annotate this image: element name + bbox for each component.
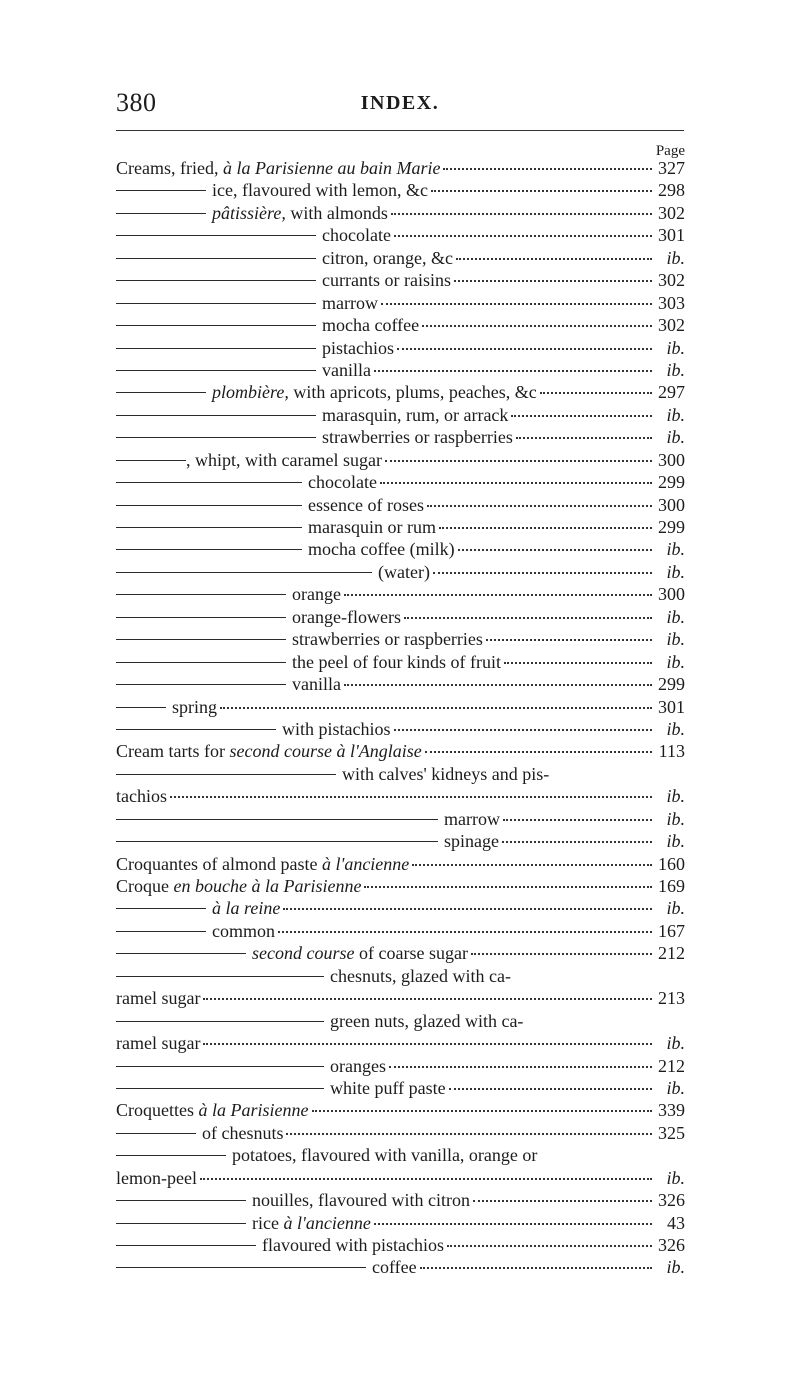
dot-leader [364,886,652,888]
ditto-dash [116,235,316,236]
index-entry [116,652,685,674]
ditto-dash [116,1088,324,1089]
entry-text [308,517,436,538]
header-rule [116,130,684,131]
dot-leader [447,1245,652,1247]
index-entry [116,562,685,584]
entry-main-text: mocha coffee (milk) [308,539,455,560]
entry-text [212,898,280,919]
entry-text [308,539,455,560]
entry-text [116,1168,197,1189]
dot-leader [374,1223,652,1225]
index-entry [116,495,685,517]
ditto-dash [116,729,276,730]
entry-main-text: nouilles, flavoured with citron [252,1190,470,1211]
entry-main-text: white puff paste [330,1077,446,1098]
index-entry [116,382,685,404]
entry-page-number: 160 [658,853,685,874]
ditto-dash [116,280,316,281]
dot-leader [458,549,652,551]
index-entry [116,158,685,180]
index-entry [116,539,685,561]
entry-text [322,405,508,426]
dot-leader [425,751,652,753]
ditto-dash [116,1066,324,1067]
entry-main-text: spinage [444,831,499,852]
ditto-dash [116,505,302,506]
entry-main-text: Croquantes of almond paste [116,853,318,874]
dot-leader [427,505,652,507]
entry-main-text: green nuts, glazed with ca- [330,1010,524,1031]
entry-main-text: oranges [330,1055,386,1076]
entry-page-number: 299 [658,517,685,537]
entry-italic-text: pâtissière, [212,202,286,223]
index-entry [116,203,685,225]
dot-leader [344,594,652,596]
entry-main-text: orange [292,584,341,605]
entry-page-number: 169 [658,876,685,896]
index-entry [116,405,685,427]
entry-italic-text: à la Parisienne [194,1100,309,1121]
entry-text [308,472,377,493]
ditto-dash [116,1223,246,1224]
ditto-dash [116,348,316,349]
entry-page-number: 297 [658,382,685,403]
entry-main-text: marasquin, rum, or arrack [322,404,509,425]
index-entry [116,876,685,898]
ditto-dash [116,482,302,483]
ditto-dash [116,527,302,528]
index-entry [116,1213,685,1235]
index-entry [116,427,685,449]
index-entry [116,809,685,831]
dot-leader [344,684,652,686]
entry-text [322,360,371,381]
entry-text [322,248,453,269]
entry-page-number: ib. [666,1077,685,1098]
entry-page-number: 302 [658,315,685,336]
entry-text [252,943,468,964]
entry-page-number: 302 [658,202,685,223]
entry-text [212,203,388,224]
entry-text [252,1213,371,1234]
entry-text [116,158,440,179]
entry-text [444,809,500,830]
entry-main-text: marrow [322,292,378,313]
index-entry [116,1190,685,1212]
ditto-dash [116,1245,256,1246]
dot-leader [504,662,652,664]
entry-page-number: 301 [658,225,685,246]
index-entry [116,248,685,270]
running-header [0,88,800,118]
entry-page-number: 301 [658,696,685,717]
entry-page-number: 299 [658,472,685,493]
entry-main-text: common [212,920,275,941]
dot-leader [381,303,652,305]
entry-page-number: ib. [666,427,685,448]
entry-main-text: with calves' kidneys and pis- [342,763,550,784]
entry-text [252,1190,470,1211]
ditto-dash [116,258,316,259]
entry-text [186,450,382,471]
index-entry [116,1123,685,1145]
index-entry [116,472,685,494]
entry-page-number: ib. [666,606,685,627]
index-entry [116,1011,685,1033]
entry-main-text: Croquettes [116,1100,194,1121]
index-entry [116,697,685,719]
entry-text [330,1056,386,1077]
entry-text [116,1100,309,1121]
index-entry [116,988,685,1010]
entry-page-number: 212 [658,1055,685,1076]
entry-text [116,854,409,875]
entry-text [172,697,217,718]
entry-main-text: spring [172,696,217,717]
entry-main-text: with pistachios [282,718,391,739]
index-entry [116,607,685,629]
index-entries [116,158,685,1280]
entry-page-number: 339 [658,1100,685,1121]
dot-leader [283,908,652,910]
entry-page-number: 298 [658,180,685,201]
entry-page-number: 212 [658,943,685,964]
dot-leader [431,190,652,192]
index-entry [116,1235,685,1257]
entry-text [342,764,549,785]
index-entry [116,1033,685,1055]
entry-page-number: 167 [658,920,685,941]
index-entry [116,674,685,696]
entry-main-text: ice, flavoured with lemon, &c [212,180,428,201]
entry-main-text: rice [252,1212,279,1233]
index-entry [116,786,685,808]
dot-leader [471,953,652,955]
ditto-dash [116,392,206,393]
entry-text [322,225,391,246]
entry-italic-text: second course à l'Anglaise [224,741,422,762]
entry-page-number: ib. [666,539,685,560]
entry-italic-text: en bouche à la Parisienne [169,876,362,896]
dot-leader [422,325,652,327]
entry-text [212,382,537,403]
index-entry [116,1168,685,1190]
entry-page-number: 113 [658,741,685,762]
index-entry [116,180,685,202]
dot-leader [391,213,652,215]
entry-main-text: of chesnuts [202,1122,284,1143]
ditto-dash [116,594,286,595]
dot-leader [540,392,652,394]
dot-leader [385,460,652,462]
dot-leader [454,280,652,282]
entry-page-number: ib. [666,629,685,650]
entry-main-text: ramel sugar [116,988,201,1009]
ditto-dash [116,819,438,820]
index-entry [116,517,685,539]
entry-text [292,629,483,650]
page-title: INDEX. [360,92,440,114]
dot-leader [404,617,652,619]
entry-italic-text: à l'ancienne [317,853,410,874]
entry-text [292,674,341,695]
entry-page-number: 300 [658,449,685,470]
entry-main-text: strawberries or raspberries [292,629,483,650]
entry-main-text: orange-flowers [292,606,401,627]
entry-text [202,1123,283,1144]
ditto-dash [116,370,316,371]
entry-main-text: strawberries or raspberries [322,427,513,448]
entry-main-text: of coarse sugar [354,943,468,964]
entry-text [212,180,428,201]
dot-leader [220,707,652,709]
entry-page-number: 326 [658,1190,685,1211]
index-entry [116,315,685,337]
dot-leader [394,235,652,237]
ditto-dash [116,549,302,550]
dot-leader [397,348,652,350]
dot-leader [433,572,652,574]
index-entry [116,1056,685,1078]
entry-text [292,652,501,673]
ditto-dash [116,1200,246,1201]
entry-text [444,831,499,852]
ditto-dash [116,325,316,326]
entry-page-number: ib. [666,247,685,268]
entry-italic-text: à l'ancienne [278,1212,371,1233]
dot-leader [439,527,652,529]
dot-leader [380,482,652,484]
dot-leader [473,1200,652,1202]
ditto-dash [116,1021,324,1022]
ditto-dash [116,190,206,191]
entry-main-text: Croque [116,876,169,896]
dot-leader [511,415,652,417]
entry-main-text: pistachios [322,337,394,358]
index-entry [116,1145,685,1167]
entry-text [330,1011,523,1032]
entry-page-number: 326 [658,1235,685,1255]
index-entry [116,854,685,876]
index-entry [116,629,685,651]
dot-leader [449,1088,652,1090]
entry-main-text: vanilla [292,674,341,695]
ditto-dash [116,1267,366,1268]
dot-leader [203,1043,652,1045]
dot-leader [516,437,652,439]
index-entry [116,584,685,606]
dot-leader [502,841,652,843]
ditto-dash [116,908,206,909]
entry-main-text: flavoured with pistachios [262,1235,444,1255]
entry-text [116,1033,200,1054]
entry-main-text: essence of roses [308,494,424,515]
entry-text [116,876,361,897]
entry-page-number: 303 [658,292,685,313]
entry-text [282,719,391,740]
entry-text [322,315,419,336]
index-entry [116,1257,685,1279]
entry-page-number: ib. [666,898,685,919]
entry-page-number: ib. [666,651,685,672]
entry-page-number: ib. [666,718,685,739]
index-entry [116,225,685,247]
entry-main-text: chocolate [308,472,377,493]
entry-text [308,495,424,516]
index-entry [116,338,685,360]
page-column-heading: Page [655,143,685,159]
ditto-dash [116,707,166,708]
entry-page-number: 327 [658,158,685,178]
entry-main-text: ramel sugar [116,1033,201,1054]
ditto-dash [116,953,246,954]
dot-leader [443,168,652,170]
ditto-dash [116,617,286,618]
entry-main-text: marasquin or rum [308,517,436,537]
ditto-dash [116,437,316,438]
entry-main-text: chesnuts, glazed with ca- [330,965,511,986]
index-entry [116,360,685,382]
entry-page-number: ib. [666,1257,685,1278]
entry-text [232,1145,537,1166]
entry-page-number: ib. [666,786,685,807]
entry-text [322,293,378,314]
entry-main-text: with almonds [285,202,388,223]
entry-main-text: chocolate [322,225,391,246]
entry-main-text: mocha coffee [322,315,420,336]
ditto-dash [116,1155,226,1156]
ditto-dash [116,774,336,775]
entry-main-text: currants or raisins [322,270,451,291]
entry-main-text: marrow [444,808,500,829]
entry-page-number: 325 [658,1122,685,1143]
entry-page-number: 299 [658,674,685,695]
index-entry [116,741,685,763]
dot-leader [286,1133,652,1135]
dot-leader [170,796,652,798]
ditto-dash [116,213,206,214]
entry-italic-text: à la reine [212,898,281,919]
entry-page-number: ib. [666,337,685,358]
entry-italic-text: plombière, [212,382,289,403]
ditto-dash [116,662,286,663]
entry-text [330,966,511,987]
entry-text [116,988,200,1009]
entry-italic-text: à la Parisienne au bain Marie [218,158,441,178]
page-number: 380 [116,88,157,117]
index-entry [116,943,685,965]
ditto-dash [116,572,372,573]
entry-text [262,1235,444,1256]
ditto-dash [116,684,286,685]
index-entry [116,921,685,943]
entry-main-text: lemon-peel [116,1167,197,1188]
dot-leader [200,1178,652,1180]
index-entry [116,898,685,920]
entry-page-number: 302 [658,270,685,291]
entry-text [322,427,513,448]
entry-text [212,921,275,942]
entry-main-text: (water) [378,561,430,582]
index-entry [116,293,685,315]
entry-text [378,562,430,583]
index-entry [116,764,685,786]
entry-main-text: , whipt, with caramel sugar [186,449,382,470]
dot-leader [374,370,652,372]
index-entry [116,966,685,988]
entry-italic-text: second course [252,943,355,964]
entry-page-number: ib. [666,404,685,425]
entry-main-text: Creams, fried, [116,158,219,178]
entry-main-text: tachios [116,786,167,807]
entry-main-text: citron, orange, &c [322,247,453,268]
ditto-dash [116,639,286,640]
dot-leader [312,1110,653,1112]
entry-main-text: with apricots, plums, peaches, &c [288,382,537,403]
entry-text [116,741,422,762]
index-entry [116,1100,685,1122]
index-entry [116,831,685,853]
ditto-dash [116,415,316,416]
dot-leader [456,258,652,260]
ditto-dash [116,841,438,842]
ditto-dash [116,460,186,461]
ditto-dash [116,1133,196,1134]
index-entry [116,270,685,292]
dot-leader [203,998,652,1000]
dot-leader [486,639,652,641]
entry-page-number: ib. [666,1033,685,1054]
entry-page-number: ib. [666,359,685,380]
dot-leader [278,931,652,933]
entry-text [116,786,167,807]
entry-main-text: Cream tarts for [116,741,225,762]
dot-leader [412,864,652,866]
entry-text [322,338,394,359]
dot-leader [503,819,652,821]
entry-text [322,270,451,291]
entry-text [330,1078,446,1099]
index-entry [116,1078,685,1100]
entry-text [292,584,341,605]
entry-page-number: ib. [666,1167,685,1188]
entry-page-number: 300 [658,584,685,605]
entry-page-number: ib. [666,561,685,582]
entry-main-text: coffee [372,1257,417,1278]
ditto-dash [116,303,316,304]
entry-main-text: vanilla [322,359,371,380]
entry-text [292,607,401,628]
entry-main-text: the peel of four kinds of fruit [292,651,501,672]
entry-page-number: 43 [667,1212,685,1233]
dot-leader [420,1267,652,1269]
entry-page-number: ib. [666,808,685,829]
dot-leader [389,1066,652,1068]
index-entry [116,719,685,741]
entry-page-number: ib. [666,831,685,852]
entry-main-text: potatoes, flavoured with vanilla, orange or [232,1145,538,1166]
ditto-dash [116,931,206,932]
entry-page-number: 213 [658,988,685,1009]
index-entry [116,450,685,472]
entry-text [372,1257,417,1278]
ditto-dash [116,976,324,977]
dot-leader [394,729,653,731]
entry-page-number: 300 [658,494,685,515]
